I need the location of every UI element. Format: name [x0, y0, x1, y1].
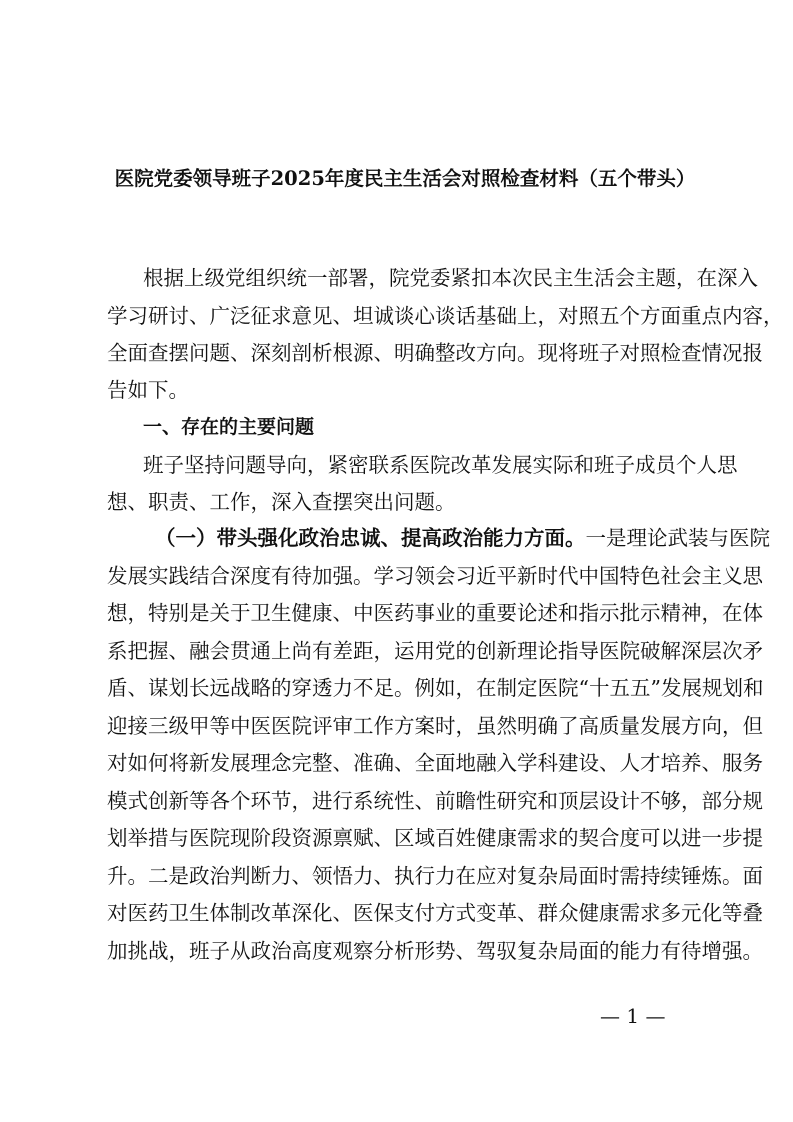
- para3-line: [155, 525, 770, 551]
- section-heading: 一、存在的主要问题: [143, 416, 315, 438]
- para3-line: 想，特别是关于卫生健康、中医药事业的重要论述和指示批示精神，在体: [107, 601, 763, 625]
- para3-line: 模式创新等各个环节，进行系统性、前瞻性研究和顶层设计不够，部分规: [107, 789, 763, 813]
- para2-line: 想、职责、工作，深入查摆突出问题。: [107, 490, 456, 514]
- document-title: 医院党委领导班子2025年度民主生活会对照检查材料（五个带头）: [114, 167, 696, 190]
- para2-line: 班子坚持问题导向，紧密联系医院改革发展实际和班子成员个人思: [143, 453, 738, 477]
- para1-line: 告如下。: [107, 378, 189, 402]
- para3-line: 对医药卫生体制改革深化、医保支付方式变革、群众健康需求多元化等叠: [107, 901, 763, 925]
- para3-text: 一是理论武装与医院: [585, 526, 770, 550]
- page-number: — 1 —: [600, 1004, 666, 1028]
- subsection-heading: （一）带头强化政治忠诚、提高政治能力方面。: [155, 526, 586, 550]
- para3-line: 升。二是政治判断力、领悟力、执行力在应对复杂局面时需持续锤炼。面: [107, 864, 763, 888]
- para3-line: 系把握、融会贯通上尚有差距，运用党的创新理论指导医院破解深层次矛: [107, 639, 763, 663]
- para3-line: 迎接三级甲等中医医院评审工作方案时，虽然明确了高质量发展方向，但: [107, 714, 763, 738]
- para3-line: 盾、谋划长远战略的穿透力不足。例如，在制定医院“十五五”发展规划和: [107, 676, 764, 700]
- para3-line: 划举措与医院现阶段资源禀赋、区域百姓健康需求的契合度可以进一步提: [107, 826, 763, 850]
- para3-line: 对如何将新发展理念完整、准确、全面地融入学科建设、人才培养、服务: [107, 751, 763, 775]
- para1-line: 全面查摆问题、深刻剖析根源、明确整改方向。现将班子对照检查情况报: [107, 341, 763, 365]
- para3-line: 加挑战，班子从政治高度观察分析形势、驾驭复杂局面的能力有待增强。: [107, 939, 763, 963]
- para1-line: 学习研讨、广泛征求意见、坦诚谈心谈话基础上，对照五个方面重点内容，: [107, 304, 784, 328]
- para3-line: 发展实践结合深度有待加强。学习领会习近平新时代中国特色社会主义思: [107, 564, 763, 588]
- para1-line: 根据上级党组织统一部署，院党委紧扣本次民主生活会主题，在深入: [143, 266, 758, 290]
